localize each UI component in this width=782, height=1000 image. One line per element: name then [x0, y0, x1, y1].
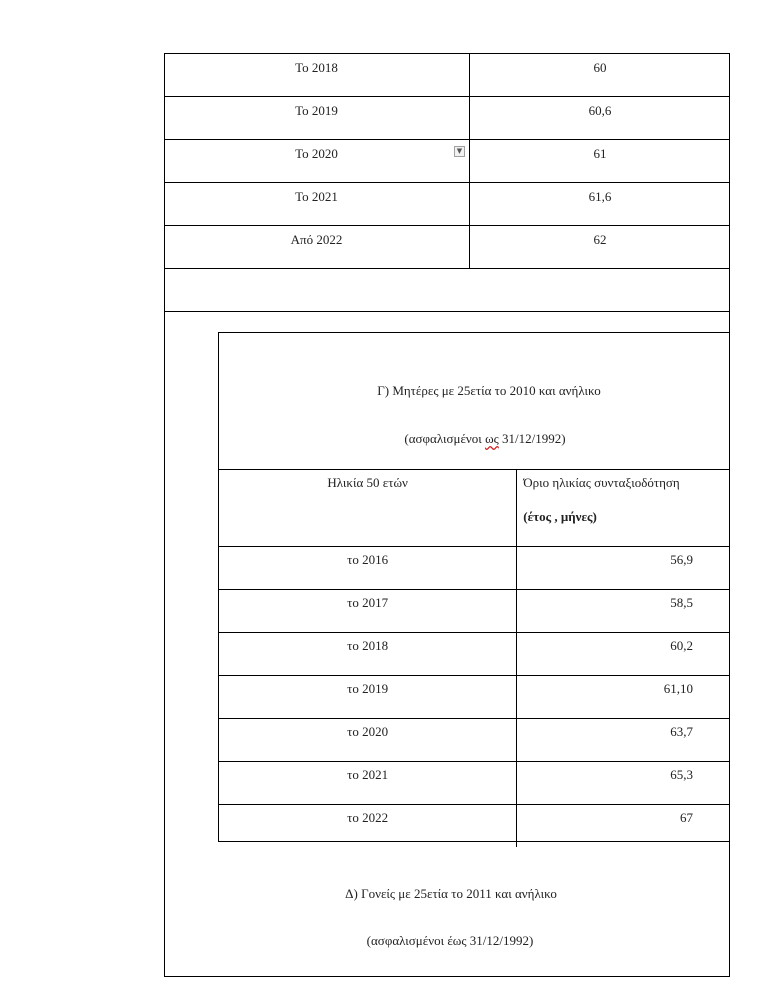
table-cell-age[interactable]: 60,2 [517, 633, 730, 676]
table-row [164, 183, 730, 226]
table-row-empty [164, 269, 730, 312]
table-cell-year[interactable]: το 2018 [219, 633, 517, 676]
header-cell-age50[interactable]: Ηλικία 50 ετών [219, 470, 517, 547]
table-row [219, 590, 730, 633]
table-cell-year[interactable]: το 2020 [219, 719, 517, 762]
table-cell-year[interactable]: Το 2018 [164, 54, 470, 97]
header-cell-retirement-limit[interactable]: Όριο ηλικίας συνταξιοδότηση (έτος , μήνες) [517, 470, 730, 547]
table-cell-year[interactable]: το 2016 [219, 547, 517, 590]
subtitle-prefix: (ασφαλισμένοι [404, 431, 486, 446]
table-cell-age[interactable]: 58,5 [517, 590, 730, 633]
table-row [219, 633, 730, 676]
table-row [164, 54, 730, 97]
table-row [164, 97, 730, 140]
spellcheck-word[interactable]: ως [485, 431, 499, 446]
table-cell-age[interactable]: 63,7 [517, 719, 730, 762]
section-g-title: Γ) Μητέρες με 25ετία το 2010 και ανήλικο [377, 383, 601, 398]
table-cell-age[interactable]: 60 [470, 54, 731, 97]
retirement-table-top [164, 53, 730, 312]
table-cell-age[interactable]: 60,6 [470, 97, 731, 140]
table-row [219, 805, 730, 848]
subtitle-suffix: 31/12/1992) [498, 431, 566, 446]
section-d-title: Δ) Γονείς με 25ετία το 2011 και ανήλικο [345, 886, 557, 901]
table-cell-age[interactable]: 61 [470, 140, 731, 183]
table-cell-age[interactable]: 56,9 [517, 547, 730, 590]
table-cell-age[interactable]: 65,3 [517, 762, 730, 805]
table-cell-year[interactable]: το 2022 [219, 805, 517, 848]
section-g-subtitle [219, 431, 731, 447]
table-row [219, 547, 730, 590]
table-row [164, 140, 730, 183]
table-cell-age[interactable]: 61,10 [517, 676, 730, 719]
table-row [164, 226, 730, 269]
table-header-row [219, 470, 730, 547]
table-cell-year[interactable]: Το 2020 ▼ [164, 140, 470, 183]
table-cell-empty[interactable] [164, 269, 730, 312]
table-cell-year[interactable]: το 2019 [219, 676, 517, 719]
table-cell-year[interactable]: το 2021 [219, 762, 517, 805]
table-cell-year[interactable]: το 2017 [219, 590, 517, 633]
table-cell-year[interactable]: Το 2021 [164, 183, 470, 226]
table-cell-age[interactable]: 67 [517, 805, 730, 848]
table-row [219, 719, 730, 762]
section-d-subtitle: (ασφαλισμένοι έως 31/12/1992) [366, 933, 534, 948]
table-cell-age[interactable]: 61,6 [470, 183, 731, 226]
table-cell-age[interactable]: 62 [470, 226, 731, 269]
table-cell-year[interactable]: Το 2019 [164, 97, 470, 140]
section-g-table [219, 469, 730, 847]
table-row [219, 676, 730, 719]
section-g-table-box [218, 332, 730, 842]
header-unit-label: (έτος , μήνες) [523, 509, 597, 524]
table-cell-year[interactable]: Από 2022 [164, 226, 470, 269]
table-row [219, 762, 730, 805]
chevron-down-icon[interactable]: ▼ [454, 146, 465, 157]
